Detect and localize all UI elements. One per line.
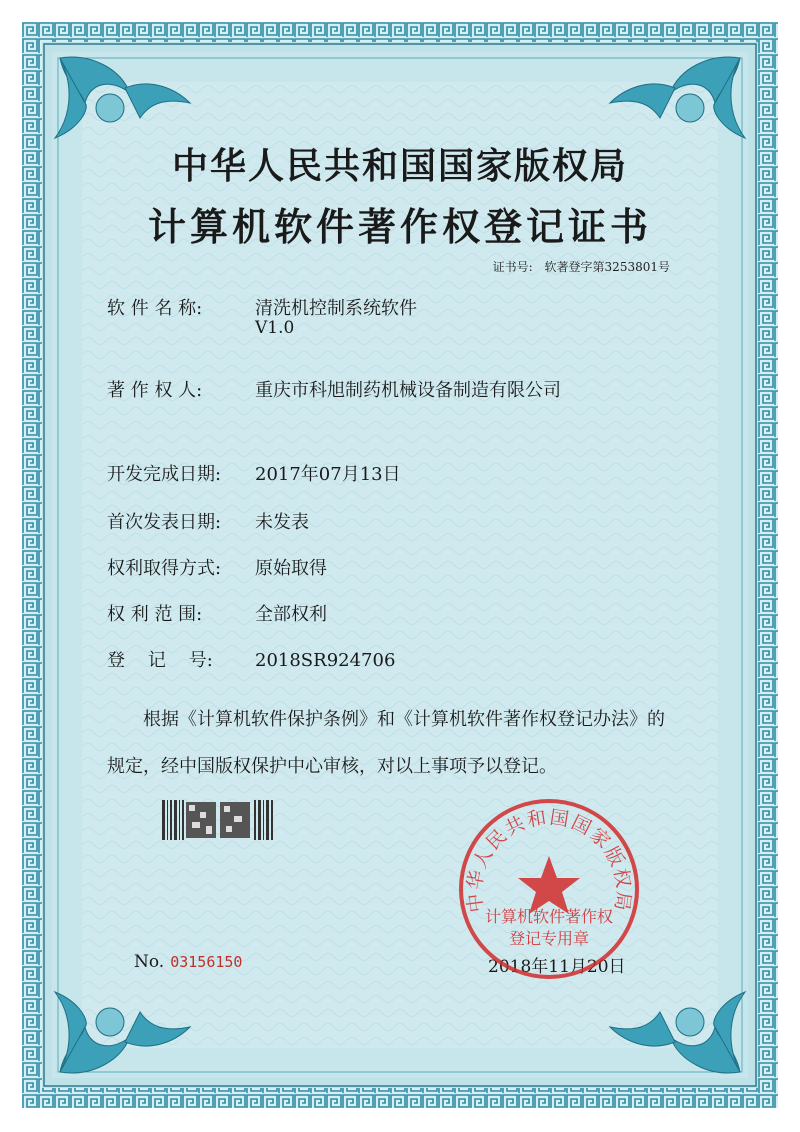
body-paragraph-2: 规定，经中国版权保护中心审核，对以上事项予以登记。 — [107, 756, 557, 777]
certificate-number-label: 证书号: — [492, 260, 533, 274]
field-scope — [107, 600, 327, 626]
barcode — [162, 800, 274, 840]
field-dev-date — [107, 460, 401, 486]
publish-date-label: 首次发表日期: — [107, 512, 222, 533]
software-version: V1.0 — [255, 318, 295, 338]
corner-ornament-bottom-right — [600, 972, 750, 1082]
seal-line-1: 计算机软件著作权 — [484, 907, 613, 926]
issue-date: 2018年11月20日 — [488, 957, 626, 977]
acquire-value: 原始取得 — [255, 558, 327, 579]
field-owner — [107, 376, 561, 402]
seal-line-2: 登记专用章 — [508, 929, 589, 948]
serial-number-value: 03156150 — [170, 953, 243, 971]
field-publish-date — [107, 508, 309, 534]
software-name-label: 软 件 名 称: — [107, 298, 203, 319]
seal-ring-text: 中华人民共和国国家版权局 — [463, 806, 635, 914]
serial-number-label: No. — [134, 952, 165, 972]
certificate-number — [485, 258, 670, 275]
reg-no-value: 2018SR924706 — [255, 650, 396, 671]
certificate-number-value: 软著登字第3253801号 — [544, 260, 670, 274]
body-paragraph-1: 根据《计算机软件保护条例》和《计算机软件著作权登记办法》的 — [143, 709, 665, 730]
reg-no-label: 登 记 号: — [107, 650, 213, 671]
field-acquire — [107, 554, 327, 580]
dev-date-label: 开发完成日期: — [107, 464, 222, 485]
field-software-name — [107, 294, 417, 320]
official-seal — [454, 794, 644, 984]
dev-date-value: 2017年07月13日 — [255, 464, 401, 485]
software-name-value: 清洗机控制系统软件 — [255, 298, 417, 319]
serial-number — [134, 952, 242, 972]
acquire-label: 权利取得方式: — [107, 558, 222, 579]
issuer-title: 中华人民共和国国家版权局 — [171, 145, 628, 187]
certificate-title: 计算机软件著作权登记证书 — [147, 204, 652, 249]
publish-date-value: 未发表 — [255, 512, 309, 533]
scope-label: 权 利 范 围: — [107, 604, 203, 625]
owner-label: 著 作 权 人: — [107, 380, 203, 401]
owner-value: 重庆市科旭制药机械设备制造有限公司 — [255, 380, 561, 401]
field-reg-no — [107, 646, 395, 672]
corner-ornament-bottom-left — [50, 972, 200, 1082]
scope-value: 全部权利 — [255, 604, 327, 625]
